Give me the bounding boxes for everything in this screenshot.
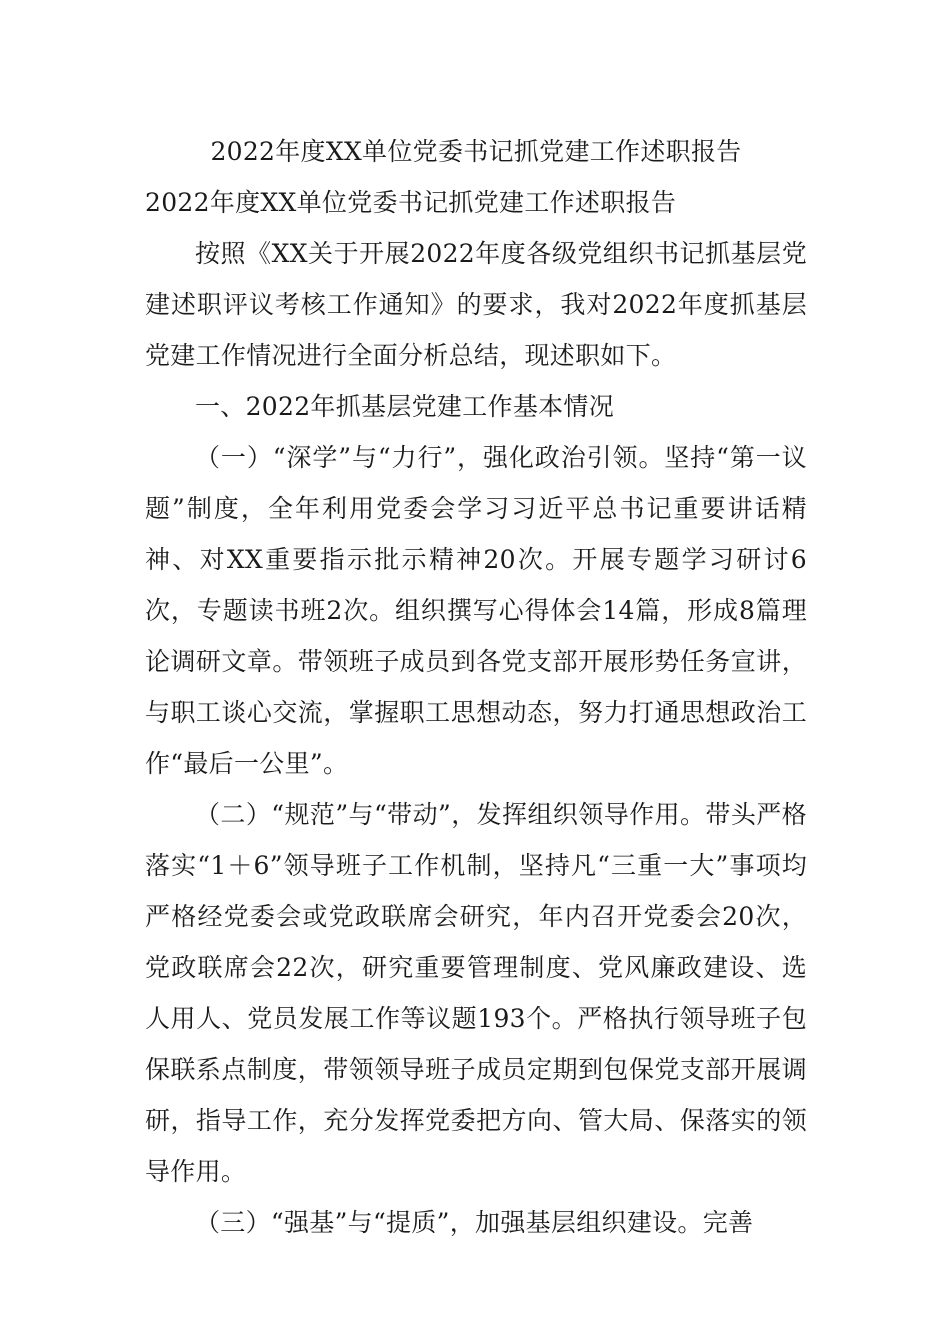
document-body bbox=[145, 126, 807, 1248]
document-subtitle: 2022年度XX单位党委书记抓党建工作述职报告 bbox=[145, 188, 677, 217]
document-title: 2022年度XX单位党委书记抓党建工作述职报告 bbox=[210, 137, 742, 166]
paragraph-3: （三）“强基”与“提质”，加强基层组织建设。完善 bbox=[195, 1208, 754, 1237]
paragraph-1: （一）“深学”与“力行”，强化政治引领。坚持“第一议题”制度，全年利用党委会学习习近平总书记重要讲话精神、对XX重要指示批示精神20次。开展专题学习研讨6次，专题读书班2次。组织撰写心得体会14篇，形成8篇理论调研文章。带领班子成员到各党支部开展形势任务宣讲，与职工谈心交流，掌握职工思想动态，努力打通思想政治工作“最后一公里”。 bbox=[145, 443, 807, 778]
intro-paragraph: 按照《XX关于开展2022年度各级党组织书记抓基层党建述职评议考核工作通知》的要求，我对2022年度抓基层党建工作情况进行全面分析总结，现述职如下。 bbox=[145, 239, 807, 370]
section-heading: 一、2022年抓基层党建工作基本情况 bbox=[195, 392, 615, 421]
paragraph-2: （二）“规范”与“带动”，发挥组织领导作用。带头严格落实“1＋6”领导班子工作机制，坚持凡“三重一大”事项均严格经党委会或党政联席会研究，年内召开党委会20次，党政联席会22次，研究重要管理制度、党风廉政建设、选人用人、党员发展工作等议题193个。严格执行领导班子包保联系点制度，带领领导班子成员定期到包保党支部开展调研，指导工作，充分发挥党委把方向、管大局、保落实的领导作用。 bbox=[145, 800, 807, 1186]
